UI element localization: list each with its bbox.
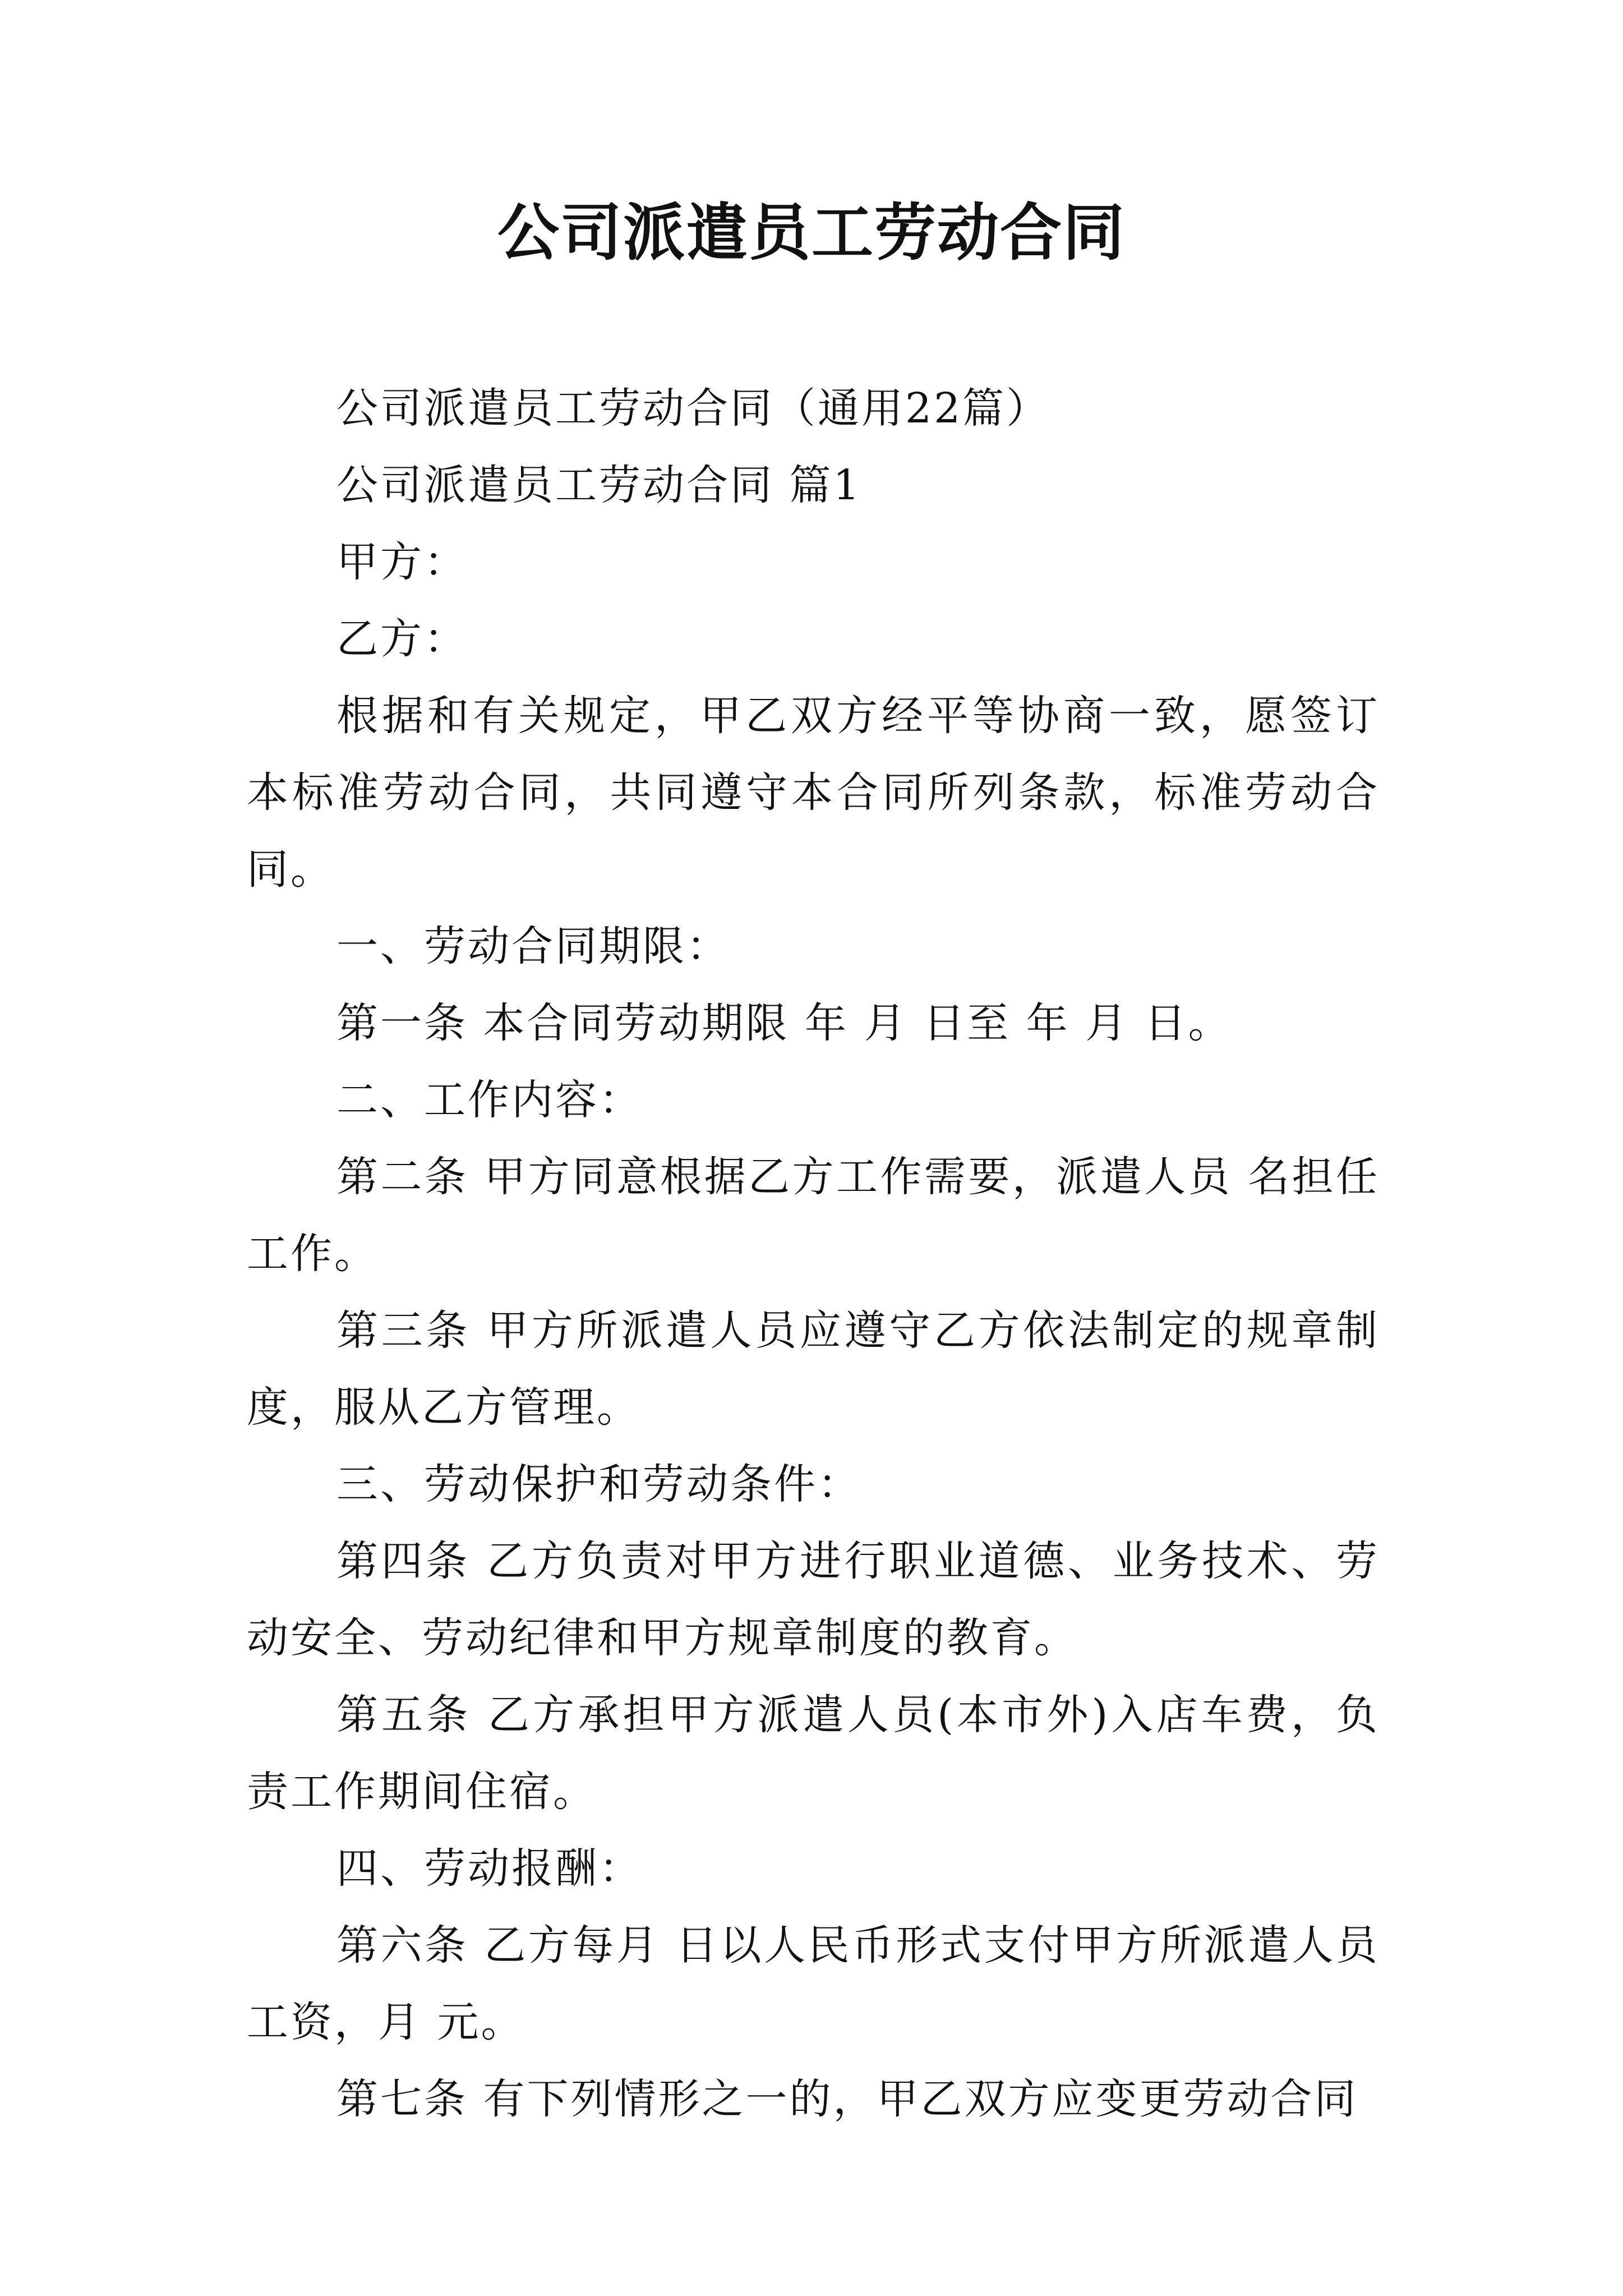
paragraph-heading-pay: 四、劳动报酬： <box>336 1844 643 1893</box>
document-body <box>247 370 1380 2138</box>
paragraph-article-6: 第六条 乙方每月 日以人民币形式支付甲方所派遣人员工资，月 元。 <box>247 1921 1380 2046</box>
paragraph-party-a: 甲方： <box>336 538 468 586</box>
paragraph-article-3: 第三条 甲方所派遣人员应遵守乙方依法制定的规章制度，服从乙方管理。 <box>247 1306 1380 1432</box>
paragraph-article-4: 第四条 乙方负责对甲方进行职业道德、业务技术、劳动安全、劳动纪律和甲方规章制度的教育。 <box>247 1537 1380 1662</box>
paragraph-preamble: 根据和有关规定，甲乙双方经平等协商一致，愿签订本标准劳动合同，共同遵守本合同所列条款，标准劳动合同。 <box>247 692 1380 894</box>
paragraph-heading-work: 二、工作内容： <box>336 1076 643 1124</box>
document-title: 公司派遣员工劳动合同 <box>497 196 1126 269</box>
paragraph-heading-protection: 三、劳动保护和劳动条件： <box>336 1460 861 1508</box>
paragraph-subtitle: 公司派遣员工劳动合同（通用22篇） <box>336 384 1050 432</box>
paragraph-party-b: 乙方： <box>336 615 468 663</box>
paragraph-article-7: 第七条 有下列情形之一的，甲乙双方应变更劳动合同 <box>336 2075 1358 2123</box>
paragraph-heading-term: 一、劳动合同期限： <box>336 922 730 970</box>
paragraph-article-5: 第五条 乙方承担甲方派遣人员(本市外)入店车费，负责工作期间住宿。 <box>247 1691 1380 1816</box>
paragraph-article-1: 第一条 本合同劳动期限 年 月 日至 年 月 日。 <box>336 999 1232 1047</box>
paragraph-article-2: 第二条 甲方同意根据乙方工作需要，派遣人员 名担任工作。 <box>247 1153 1380 1278</box>
paragraph-section-heading: 公司派遣员工劳动合同 篇1 <box>336 461 862 509</box>
